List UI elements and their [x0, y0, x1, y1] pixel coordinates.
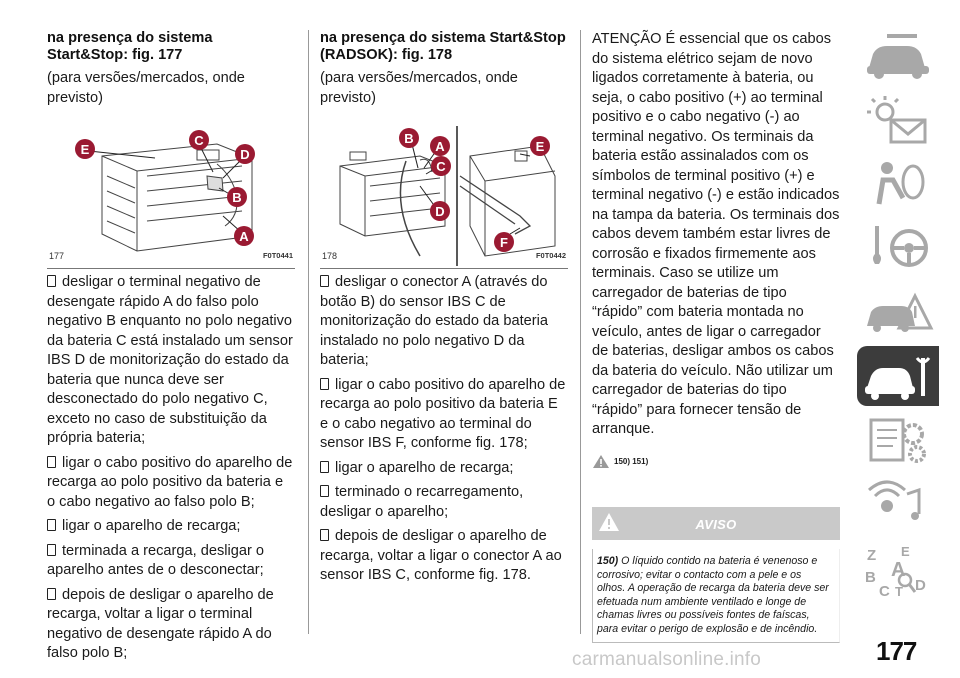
aviso-title: AVISO [695, 517, 737, 532]
car-overview-icon [857, 26, 939, 86]
maintenance-icon [857, 346, 939, 406]
column-1 [47, 30, 295, 669]
sidebar-item-maintenance[interactable] [857, 346, 939, 406]
svg-text:C: C [436, 159, 446, 174]
list-item: depois de desligar o aparelho de recarga, voltar a ligar o terminal negativo de desengate rápido A do falso polo B; [47, 586, 274, 661]
svg-text:A: A [239, 229, 249, 244]
svg-text:B: B [865, 569, 876, 586]
figure-code: F0T0442 [535, 250, 566, 260]
watermark: carmanualsonline.info [572, 649, 762, 670]
checkbox-bullet-icon [320, 378, 329, 390]
checkbox-bullet-icon [320, 275, 329, 287]
svg-text:C: C [879, 583, 890, 598]
svg-text:D: D [240, 147, 250, 162]
sidebar-item-technical-data[interactable] [857, 410, 939, 470]
technical-data-icon [857, 410, 939, 470]
figure-177 [47, 116, 295, 269]
sidebar-item-emergency[interactable] [857, 282, 939, 342]
figure-number: 178 [322, 250, 338, 261]
list-item: terminada a recarga, desligar o aparelho antes de o desconectar; [47, 542, 264, 578]
chapter-sidebar [857, 26, 939, 602]
page-number: 177 [876, 636, 917, 666]
sidebar-item-multimedia[interactable] [857, 474, 939, 534]
index-icon [857, 538, 939, 598]
list-item: ligar o cabo positivo do aparelho de recarga ao polo positivo da bateria e o cabo negativo ao falso polo B; [47, 454, 293, 510]
aviso-header [592, 507, 840, 540]
checkbox-bullet-icon [47, 544, 56, 556]
svg-text:A: A [891, 559, 906, 581]
column-2 [320, 30, 568, 591]
svg-text:B: B [404, 131, 414, 146]
section-heading: na presença do sistema Start&Stop: fig. 177 [47, 30, 213, 63]
svg-text:B: B [232, 190, 242, 205]
svg-text:F: F [500, 235, 508, 250]
sidebar-item-index[interactable] [857, 538, 939, 598]
warning-references: 150) 151) [592, 452, 840, 472]
battery-diagram-icon [47, 116, 295, 268]
sidebar-item-car-overview[interactable] [857, 26, 939, 86]
safety-airbag-icon [857, 154, 939, 214]
column-3 [592, 30, 840, 643]
warning-triangle-icon [592, 454, 610, 469]
column-divider [580, 30, 581, 634]
list-item: ligar o aparelho de recarga; [47, 517, 295, 537]
checkbox-bullet-icon [47, 519, 56, 531]
figure-number: 177 [49, 250, 65, 261]
checkbox-bullet-icon [320, 461, 329, 473]
checkbox-bullet-icon [320, 529, 329, 541]
checkbox-bullet-icon [47, 588, 56, 600]
svg-text:D: D [915, 577, 926, 594]
list-item: depois de desligar o aparelho de recarga, voltar a ligar o conector A ao sensor IBS C, conforme fig. 178. [320, 528, 562, 583]
svg-text:D: D [435, 204, 445, 219]
aviso-number: 150) [597, 555, 619, 567]
sidebar-item-safety[interactable] [857, 154, 939, 214]
checkbox-bullet-icon [47, 456, 56, 468]
list-item: ligar o aparelho de recarga; [320, 459, 568, 479]
column-divider [308, 30, 309, 634]
multimedia-icon [857, 474, 939, 534]
starting-driving-icon [857, 218, 939, 278]
aviso-body [592, 549, 840, 643]
sidebar-item-driving[interactable] [857, 218, 939, 278]
figure-code: F0T0441 [262, 250, 293, 260]
svg-text:C: C [194, 133, 204, 148]
list-item: desligar o conector A (através do botão B) do sensor IBS C de monitorização do estado da bateria instalado no polo negativo D da bateria; [320, 274, 548, 368]
list-item: terminado o recarregamento, desligar o aparelho; [320, 484, 524, 520]
emergency-icon [857, 282, 939, 342]
list-item: desligar o terminal negativo de desengate rápido A do falso polo negativo B enquanto no polo negativo da bateria C está instalado um sensor IBS D de monitorização do estado da bateria que nunca deve ser desconectado do polo negativo C, exceto no caso de substituição da própria bateria; [47, 274, 293, 446]
svg-text:E: E [80, 142, 90, 157]
version-note: (para versões/mercados, onde previsto) [47, 70, 245, 106]
dashboard-lights-icon [857, 90, 939, 150]
aviso-text: O líquido contido na bateria é venenoso e corrosivo; evitar o contacto com a pele e os olhos. A operação de recarga da bateria deve ser efetuada num ambiente ventilado e longe de chamas livres ou possíveis fontes de faíscas, para evitar o perigo de explosão e de incêndio. [597, 555, 829, 635]
attention-paragraph: ATENÇÃO É essencial que os cabos do sistema elétrico sejam de novo ligados corretamente à bateria, ou seja, o cabo positivo (+) ao terminal positivo e o cabo negativo (-) ao terminal negativo. Os terminais da bateria estão assinalados com os símbolos de terminal positivo (+) e terminal negativo (-) e estão indicados na tampa da bateria. Os terminais dos cabos devem também estar livres de corrosão e fixados firmemente aos terminais. Caso se utilize um carregador de baterias de tipo “rápido” com bateria montada no veículo, antes de ligar o carregador de baterias, desligar ambos os cabos da bateria do veículo. Não utilizar um carregador de baterias do tipo “rápido” para fornecer tensão de arranque. [592, 31, 840, 437]
version-note: (para versões/mercados, onde previsto) [320, 70, 518, 106]
figure-178 [320, 116, 568, 269]
list-item: ligar o cabo positivo do aparelho de recarga ao polo positivo da bateria E e o cabo negativo ao terminal do sensor IBS F, conforme fig. 178; [320, 376, 566, 451]
svg-text:E: E [901, 544, 910, 559]
checkbox-bullet-icon [320, 485, 329, 497]
svg-text:A: A [435, 139, 445, 154]
checkbox-bullet-icon [47, 275, 56, 287]
svg-text:Z: Z [867, 547, 877, 564]
svg-text:E: E [535, 139, 545, 154]
battery-radsok-diagram-icon [320, 116, 568, 268]
section-heading: na presença do sistema Start&Stop (RADSOK): fig. 178 [320, 30, 566, 63]
sidebar-item-dashboard[interactable] [857, 90, 939, 150]
svg-text:T: T [895, 584, 903, 598]
